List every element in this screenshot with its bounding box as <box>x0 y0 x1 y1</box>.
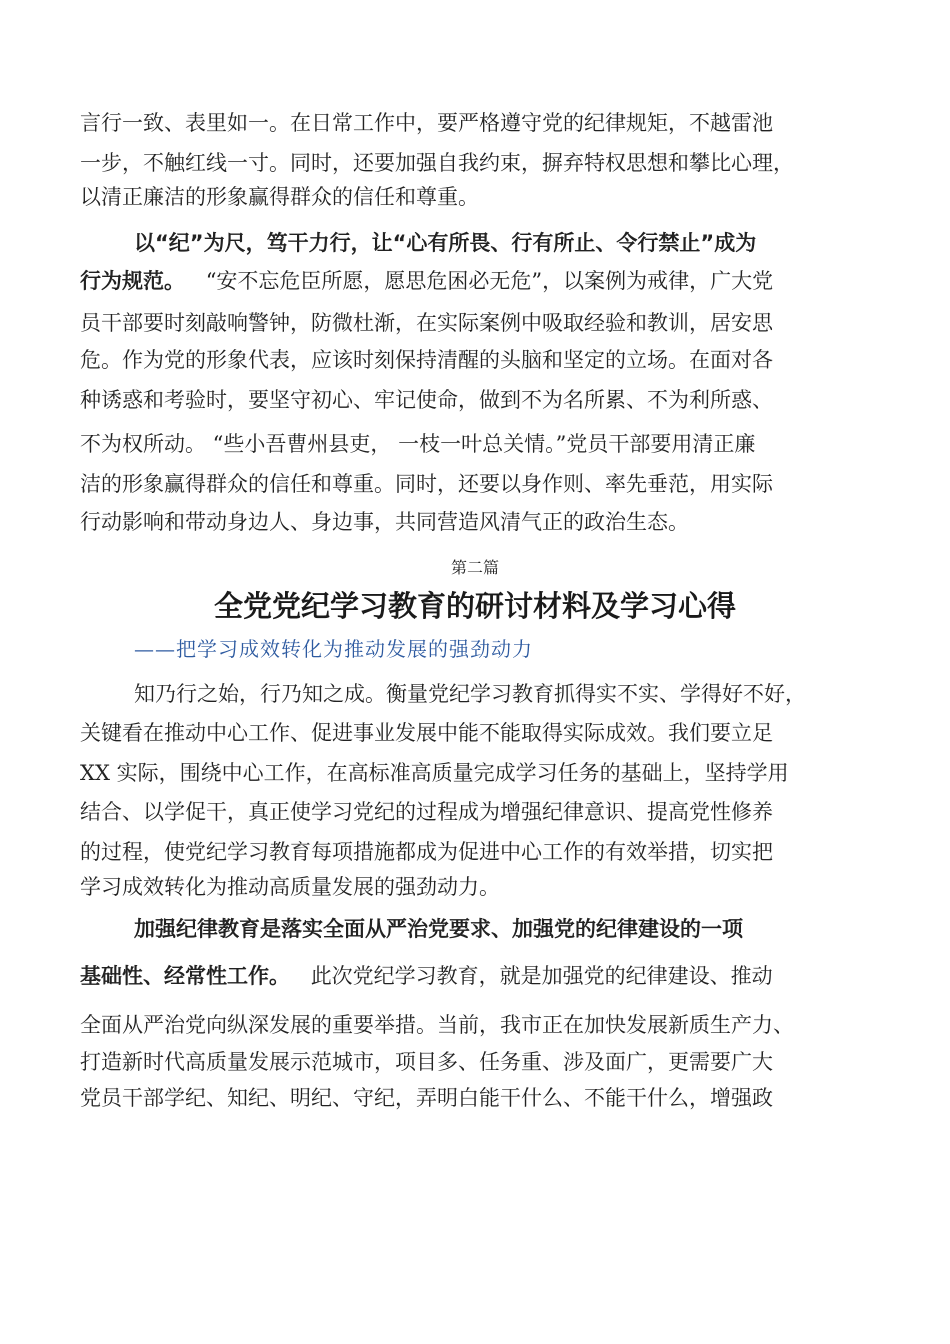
text-line: 知乃行之始，行乃知之成。衡量党纪学习教育抓得实不实、学得好不好， <box>134 682 806 706</box>
text-line <box>80 266 773 296</box>
text-line: 结合、以学促干，真正使学习党纪的过程成为增强纪律意识、提高党性修养 <box>80 800 773 824</box>
text-line: 打造新时代高质量发展示范城市，项目多、任务重、涉及面广，更需要广大 <box>80 1050 773 1074</box>
para-heading-tail: 行为规范。 <box>80 269 185 293</box>
para-text: “安不忘危臣所愿，愿思危困必无危”，以案例为戒律，广大党 <box>205 269 774 293</box>
text-line: 不为权所动。 “些小吾曹州县吏， 一枝一叶总关情。”党员干部要用清正廉 <box>80 432 756 456</box>
para-heading-line: 加强纪律教育是落实全面从严治党要求、加强党的纪律建设的一项 <box>134 917 743 941</box>
text-line: XX 实际，围绕中心工作，在高标准高质量完成学习任务的基础上，坚持学用 <box>80 761 789 785</box>
document-title: 全党党纪学习教育的研讨材料及学习心得 <box>213 589 736 623</box>
para-text: 此次党纪学习教育，就是加强党的纪律建设、推动 <box>310 964 773 988</box>
text-line: 的过程，使党纪学习教育每项措施都成为促进中心工作的有效举措，切实把 <box>80 840 773 864</box>
text-line: 一步，不触红线一寸。同时，还要加强自我约束，摒弃特权思想和攀比心理， <box>80 151 794 175</box>
para-heading-tail: 基础性、经常性工作。 <box>80 964 290 988</box>
text-line: 种诱惑和考验时，要坚守初心、牢记使命，做到不为名所累、不为利所惑、 <box>80 388 773 412</box>
text-line: 危。作为党的形象代表，应该时刻保持清醒的头脑和坚定的立场。在面对各 <box>80 348 773 372</box>
text-line: 员干部要时刻敲响警钟，防微杜渐，在实际案例中吸取经验和教训，居安思 <box>80 311 773 335</box>
document-subtitle: ——把学习成效转化为推动发展的强劲动力 <box>134 637 533 661</box>
para-heading-line: 以“纪”为尺，笃干力行，让“心有所畏、行有所止、令行禁止”成为 <box>134 231 757 255</box>
text-line: 关键看在推动中心工作、促进事业发展中能不能取得实际成效。我们要立足 <box>80 721 773 745</box>
text-line: 以清正廉洁的形象赢得群众的信任和尊重。 <box>80 185 479 209</box>
section-label: 第二篇 <box>450 558 499 577</box>
text-line: 党员干部学纪、知纪、明纪、守纪，弄明白能干什么、不能干什么，增强政 <box>80 1086 773 1110</box>
text-line: 全面从严治党向纵深发展的重要举措。当前，我市正在加快发展新质生产力、 <box>80 1013 794 1037</box>
text-line <box>80 961 773 991</box>
text-line: 行动影响和带动身边人、身边事，共同营造风清气正的政治生态。 <box>80 510 689 534</box>
text-line: 学习成效转化为推动高质量发展的强劲动力。 <box>80 875 500 899</box>
text-line: 言行一致、表里如一。在日常工作中，要严格遵守党的纪律规矩，不越雷池 <box>80 111 773 135</box>
text-line: 洁的形象赢得群众的信任和尊重。同时，还要以身作则、率先垂范，用实际 <box>80 472 773 496</box>
